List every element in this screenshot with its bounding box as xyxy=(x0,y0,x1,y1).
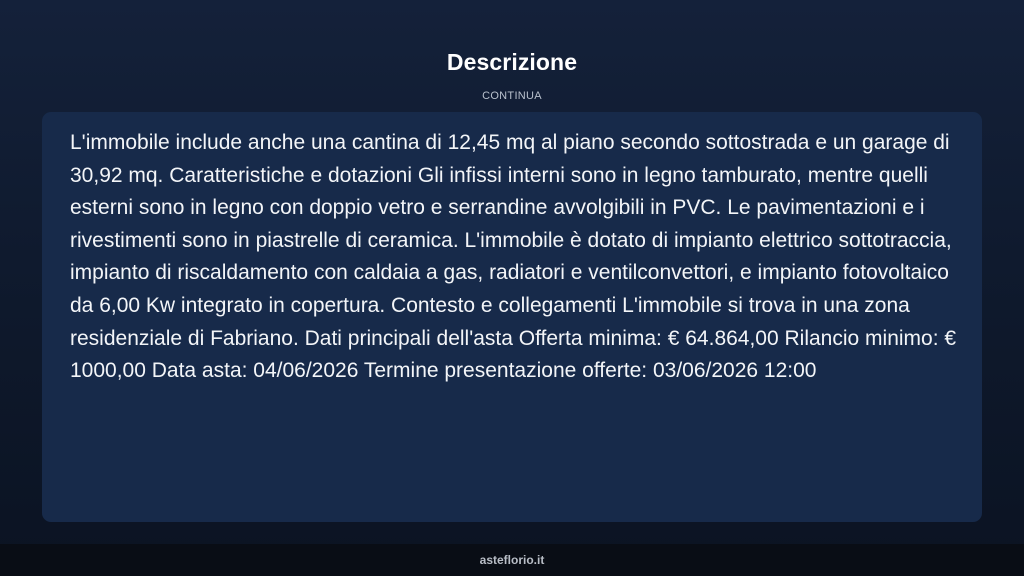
description-text: L'immobile include anche una cantina di 12,45 mq al piano secondo sottostrada e un garage di 30,92 mq. Caratteristiche e dotazioni Gli infissi interni sono in legno tamburato, mentre quelli esterni sono in legno con doppio vetro e serrandine avvolgibili in PVC. Le pavimentazioni e i rivestimenti sono in piastrelle di ceramica. L'immobile è dotato di impianto elettrico sottotraccia, impianto di riscaldamento con caldaia a gas, radiatori e ventilconvettori, e impianto fotovoltaico da 6,00 Kw integrato in copertura. Contesto e collegamenti L'immobile si trova in una zona residenziale di Fabriano. Dati principali dell'asta Offerta minima: € 64.864,00 Rilancio minimo: € 1000,00 Data asta: 04/06/2026 Termine presentazione offerte: 03/06/2026 12:00 xyxy=(70,131,957,383)
description-panel xyxy=(42,112,982,522)
continue-label: CONTINUA xyxy=(482,90,542,102)
site-name: asteflorio.it xyxy=(479,553,545,567)
footer-bar xyxy=(0,544,1024,576)
page-title: Descrizione xyxy=(446,49,578,75)
